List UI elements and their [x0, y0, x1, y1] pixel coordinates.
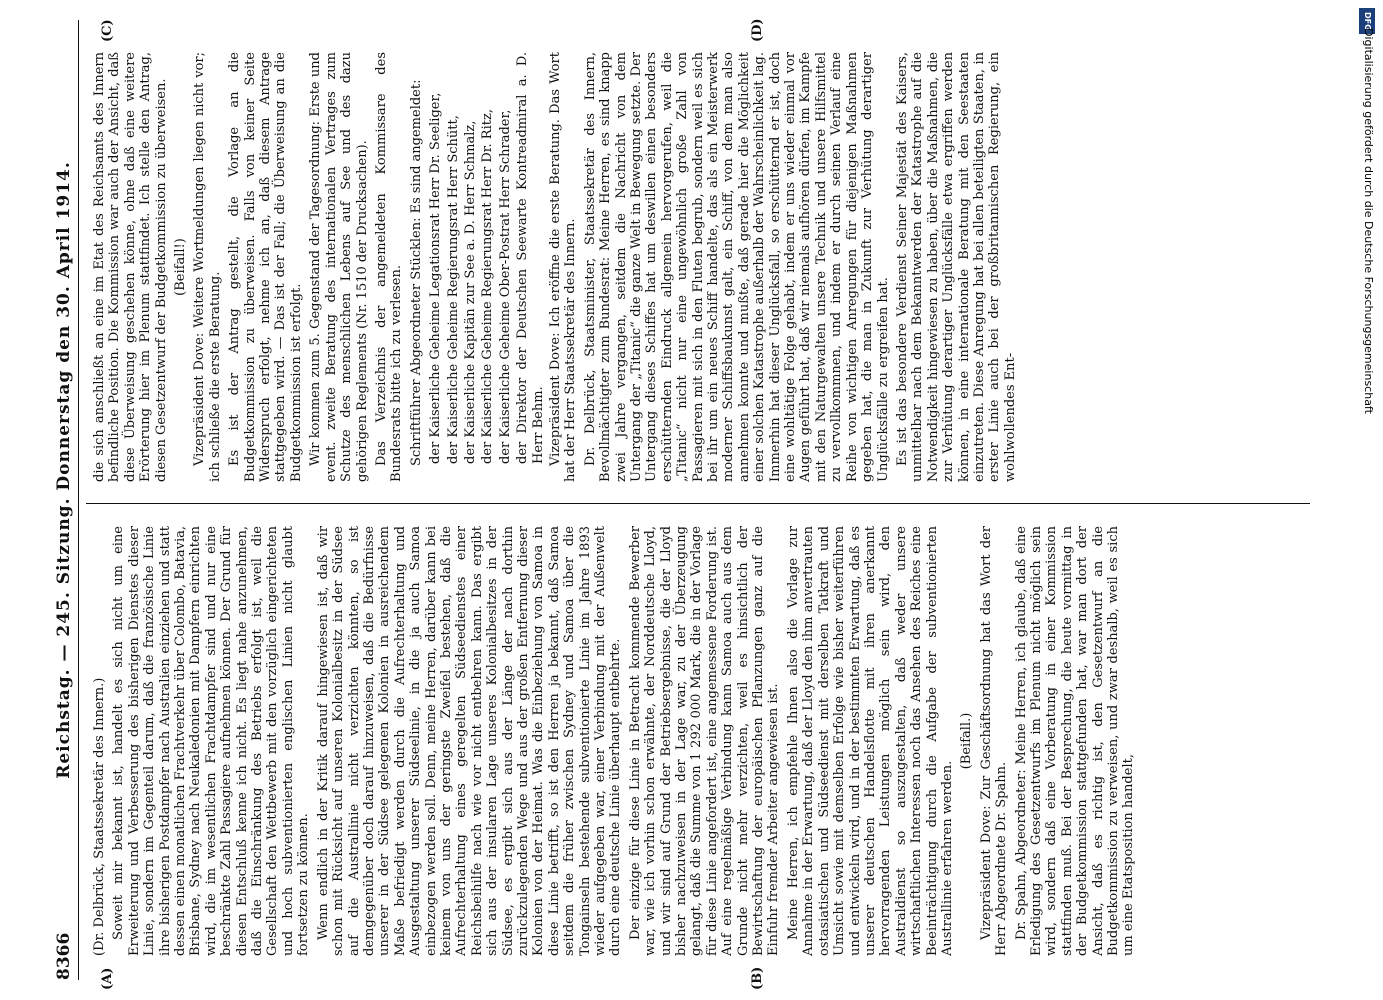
column-divider — [86, 503, 1310, 504]
credit-text: Digitalisierung gefördert durch die Deutsche Forschungsgemeinschaft — [1362, 28, 1375, 414]
list-item: der Kaiserliche Geheime Ober-Postrat Herr Schrader, — [497, 109, 513, 464]
dfg-logo: DFG — [1359, 8, 1375, 34]
list-item: der Kaiserliche Geheime Regierungsrat Herr Schütt, — [445, 115, 461, 464]
page-header — [48, 20, 79, 980]
margin-mark-a: (A) — [100, 967, 115, 990]
list-item: der Kaiserliche Geheime Legationsrat Herr Dr. Seeliger, — [428, 92, 444, 464]
right-text-column — [92, 52, 1310, 482]
margin-mark-b: (B) — [750, 966, 765, 990]
paragraph: Das Verzeichnis der angemeldeten Kommissare des Bundesrats bitte ich zu verlesen. — [373, 52, 405, 482]
paragraph: Meine Herren, ich empfehle Ihnen also die Vorlage zur Annahme in der Erwartung, daß der Lloyd den ihm anvertrauten ostasiatischen und Südseedienst mit derselben Tatkraft und Umsicht sowie mit demselben Erfolge wie bisher weiterführen und entwickeln wird, und in der bestimmten Erwartung, daß es unserer deutschen Handelsflotte mit ihren anerkannt hervorragenden Leistungen möglich sein wird, den Australdienst so auszugestalten, daß weder unsere wirtschaftlichen Interessen noch das Ansehen des Reiches eine Beeinträchtigung durch die Aufgabe der subventionierten Australlinie erfahren werden. — [785, 526, 955, 956]
paragraph: Dr. Delbrück, Staatsminister, Staatssekretär des Innern, Bevollmächtigter zum Bundesrat: Meine Herren, es sind knapp zwei Jahre vergangen, seitdem die Nachricht von dem Untergang der „Titanic“ die ganze Welt in Bewegung setzte. Der Untergang dieses Schiffes hat um deswillen einen besonders erschütternden Eindruck allgemein hervorgerufen, weil die „Titanic“ nicht nur eine ungewöhnlich große Zahl von Passagieren mit sich in den Fluten begrub, sondern weil es sich bei ihr um ein neues Schiff handelte, das als ein Meisterwerk moderner Schiffsbaukunst galt, ein Schiff, von dem man also annehmen konnte und mußte, daß gerade hier die Möglichkeit einer solchen Katastrophe außerhalb der Wahrscheinlichkeit lag. Immerhin hat dieser Unglücksfall, so erschütternd er ist, doch eine wohltätige Folge gehabt, indem er uns wieder einmal vor Augen geführt hat, daß wir niemals aufhören dürfen, im Kampfe mit den Naturgewalten unsere Technik und unsere Hilfsmittel zu vervollkommnen, und indem er durch seinen Verlauf eine Reihe von wichtigen Anregungen für diejenigen Maßnahmen gegeben hat, die man in Zukunft zur Verhütung derartiger Unglücksfälle zu ergreifen hat. — [582, 52, 891, 482]
paragraph: (Beifall!) — [173, 238, 189, 296]
paragraph: Es ist der Antrag gestellt, die Vorlage an die Budgetkommission zu überweisen. Falls von keiner Seite Widerspruch erfolgt, nehme ich an, daß diesem Antrage stattgegeben wird. — Das ist der Fall; die Überweisung an die Budgetkommission ist erfolgt. — [227, 52, 304, 482]
paragraph: (Beifall.) — [959, 712, 975, 770]
list-item: der Kaiserliche Geheime Regierungsrat Herr Dr. Ritz, — [480, 109, 496, 464]
page-number: 8366 — [54, 932, 74, 980]
paragraph: Vizepräsident Dove: Ich eröffne die erste Beratung. Das Wort hat der Herr Staatssekretär des Innern. — [547, 52, 579, 482]
digitization-credit — [1353, 0, 1383, 1000]
paragraph: Der einzige für diese Linie in Betracht kommende Bewerber war, wie ich vorhin schon erwähnte, der Norddeutsche Lloyd, und wir sind auf Grund der Betriebsergebnisse, die der Lloyd bisher nachzuweisen in der Lage war, zu der Überzeugung gelangt, daß die Summe von 1 292 000 Mark, die in der Vorlage für diese Linie angefordert ist, eine angemessene Forderung ist. Auf eine regelmäßige Verbindung kann Samoa auch aus dem Grunde nicht mehr verzichten, weil es hinsichtlich der Bewirtschaftung der europäischen Pflanzungen ganz auf die Einfuhr fremder Arbeiter angewiesen ist. — [627, 526, 782, 956]
paragraph: (Dr. Delbrück, Staatssekretär des Innern.) — [92, 677, 107, 956]
paragraph: Schriftführer Abgeordneter Stücklen: Es sind angemeldet: — [408, 79, 424, 466]
paragraph: Vizepräsident Dove: Weitere Wortmeldungen liegen nicht vor; ich schließe die erste Beratung. — [192, 52, 223, 482]
margin-mark-d: (D) — [750, 18, 765, 42]
margin-mark-c: (C) — [100, 19, 115, 42]
paragraph: Soweit mir bekannt ist, handelt es sich nicht um eine Erweiterung und Verbesserung des bisherigen Dienstes dieser Linie, sondern im Gegenteil darum, daß die französische Linie ihre bisherigen Postdampfer nach Australien einziehen und statt dessen einen monatlichen Frachtverkehr über Colombo, Batavia, Brisbane, Sydney nach Neukaledonien mit Dampfern einrichten wird, die im wesentlichen Frachtdampfer sind und nur eine beschränkte Zahl Passagiere aufnehmen können. Der Grund für diesen Entschluß kenne ich nicht. Es liegt nahe anzunehmen, daß die Einschränkung des Betriebs erfolgt ist, weil die Gesellschaft den Wettbewerb mit den vorzüglich eingerichteten und hoch subventionierten englischen Linien nicht glaubt fortsetzen zu können. — [111, 526, 312, 956]
commissioner-list — [428, 52, 546, 482]
paragraph: Dr. Spahn, Abgeordneter: Meine Herren, ich glaube, daß eine Erledigung des Gesetzentwurfs im Plenum nicht möglich sein wird, sondern daß eine Vorberatung in einer Kommission stattfinden muß. Bei der Besprechung, die heute vormittag in der Budgetkommission stattgefunden hat, war man dort der Ansicht, daß es richtig ist, den Gesetzentwurf an die Budgetkommission zu verweisen, und zwar deshalb, weil es sich um eine Etatsposition handelt, — [1013, 526, 1137, 956]
paragraph: Wenn endlich in der Kritik darauf hingewiesen ist, daß wir schon mit Rücksicht auf unseren Kolonialbesitz in der Südsee auf die Australlinie nicht verzichten könnten, so ist demgegenüber doch darauf hinzuweisen, daß die Bedürfnisse unserer in der Südsee gelegenen Kolonien in ausreichendem Maße befriedigt werden durch die Aufrechterhaltung und Ausgestaltung unserer Südseelinie, in die ja auch Samoa einbezogen werden soll. Denn, meine Herren, darüber kann bei keinem von uns der geringste Zweifel bestehen, daß die Aufrechterhaltung eines geregelten Südseedienstes einer Reichsbeihilfe nach wie vor nicht entbehren kann. Das ergibt sich aus der insularen Lage unseres Kolonialbesitzes in der Südsee, es ergibt sich aus der Länge der nach dorthin zurückzulegenden Wege und aus der großen Entfernung dieser Kolonien von der Heimat. Was die Einbeziehung von Samoa in diese Linie betrifft, so ist den Herren ja bekannt, daß Samoa seitdem die früher zwischen Sydney und Samoa über die Tongainseln bestehende subventionierte Linie im Jahre 1893 wieder aufgegeben war, einer Verbindung mit der Außenwelt durch eine deutsche Linie überhaupt entbehrte. — [315, 526, 624, 956]
list-item: der Kaiserliche Kapitän zur See a. D. Herr Schmalz, — [462, 120, 478, 464]
paragraph: die sich anschließt an eine im Etat des Reichsamts des Innern befindliche Position. Die Kommission war auch der Ansicht, daß diese Überweisung geschehen könne, ohne daß eine weitere Erörterung hier im Plenum stattfindet. Ich stelle den Antrag, diesen Gesetzentwurf der Budgetkommission zu überweisen. — [92, 52, 169, 482]
page-title: Reichstag. — 245. Sitzung. Donnerstag den 30. April 1914. — [54, 161, 74, 779]
left-text-column — [92, 526, 1310, 956]
paragraph: Wir kommen zum 5. Gegenstand der Tagesordnung: Erste und event. zweite Beratung des internationalen Vertrages zum Schutze des menschlichen Lebens auf See und des dazu gehörigen Reglements (Nr. 1510 der Drucksachen). — [308, 52, 370, 482]
list-item: der Direktor der Deutschen Seewarte Kontreadmiral a. D. Herr Behm. — [515, 52, 546, 464]
paragraph: Es ist das besondere Verdienst Seiner Majestät des Kaisers, unmittelbar nach dem Bekanntwerden der Katastrophe auf die Notwendigkeit hingewiesen zu haben, über die Maßnahmen, die zur Verhütung derartiger Unglücksfälle etwa ergriffen werden können, in eine internationale Beratung mit den Seestaaten einzutreten. Diese Anregung hat bei allen beteiligten Staaten, in erster Linie auch bei der großbritannischen Regierung, ein wohlwollendes Ent- — [894, 52, 1018, 482]
rotated-page — [30, 0, 1330, 1000]
paragraph: Vizepräsident Dove: Zur Geschäftsordnung hat das Wort der Herr Abgeordnete Dr. Spahn. — [978, 526, 1010, 956]
